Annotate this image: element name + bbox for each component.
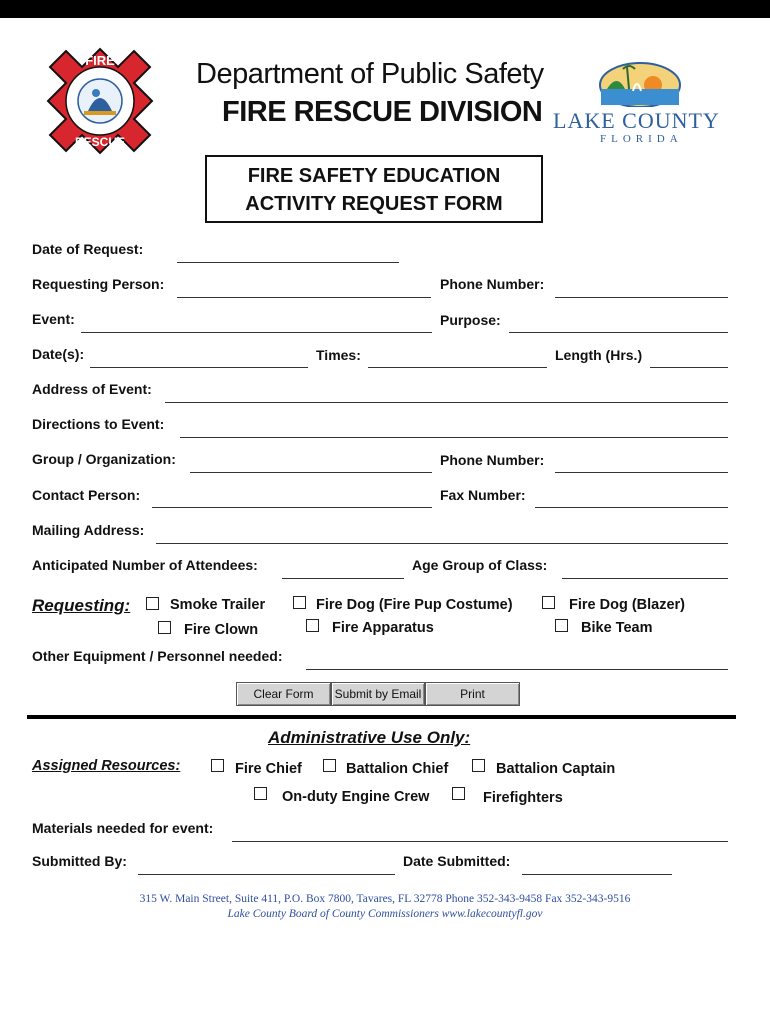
- checkbox-battalion-captain[interactable]: [472, 759, 485, 772]
- clear-form-button[interactable]: Clear Form: [236, 682, 331, 706]
- input-contact-person[interactable]: [152, 507, 432, 508]
- input-group[interactable]: [190, 472, 432, 473]
- checkbox-bike-team[interactable]: [555, 619, 568, 632]
- label-attendees: Anticipated Number of Attendees:: [32, 557, 258, 573]
- option-fire-apparatus: Fire Apparatus: [332, 620, 434, 636]
- footer-address: 315 W. Main Street, Suite 411, P.O. Box 7800, Tavares, FL 32778 Phone 352-343-9458 Fax 352-343-9516: [139, 893, 631, 905]
- label-fax-number: Fax Number:: [440, 487, 526, 503]
- input-other-equipment[interactable]: [306, 669, 728, 670]
- checkbox-fire-clown[interactable]: [158, 621, 171, 634]
- section-divider: [27, 715, 736, 719]
- input-directions[interactable]: [180, 437, 728, 438]
- label-directions: Directions to Event:: [32, 416, 165, 432]
- badge-bottom-text: RESCUE: [74, 135, 126, 149]
- submit-by-email-button[interactable]: Submit by Email: [331, 682, 425, 706]
- county-state: FLORIDA: [600, 133, 683, 145]
- top-black-bar: [0, 0, 770, 18]
- input-dates[interactable]: [90, 367, 308, 368]
- label-requesting-person: Requesting Person:: [32, 276, 165, 292]
- input-date-submitted[interactable]: [522, 874, 672, 875]
- input-attendees[interactable]: [282, 578, 404, 579]
- input-times[interactable]: [368, 367, 547, 368]
- option-bike-team: Bike Team: [581, 620, 653, 636]
- department-title: Department of Public Safety: [196, 58, 544, 90]
- form-title-line1: FIRE SAFETY EDUCATION: [247, 165, 501, 187]
- input-address[interactable]: [165, 402, 728, 403]
- input-event[interactable]: [81, 332, 432, 333]
- label-address: Address of Event:: [32, 381, 152, 397]
- lake-county-seal-logo: [597, 55, 683, 107]
- option-fire-dog-blazer: Fire Dog (Blazer): [569, 597, 686, 613]
- label-group: Group / Organization:: [32, 451, 176, 467]
- input-materials[interactable]: [232, 841, 728, 842]
- label-submitted-by: Submitted By:: [32, 853, 127, 869]
- option-fire-clown: Fire Clown: [184, 622, 259, 638]
- label-length: Length (Hrs.): [555, 347, 643, 363]
- division-title: FIRE RESCUE DIVISION: [222, 96, 543, 128]
- form-title-line2: ACTIVITY REQUEST FORM: [245, 193, 503, 215]
- input-requesting-person[interactable]: [177, 297, 431, 298]
- option-battalion-chief: Battalion Chief: [346, 761, 449, 777]
- option-smoke-trailer: Smoke Trailer: [170, 597, 266, 613]
- fire-rescue-badge-logo: [44, 45, 156, 157]
- label-other-equipment: Other Equipment / Personnel needed:: [32, 648, 283, 664]
- badge-top-text: FIRE: [85, 53, 115, 68]
- input-phone-number[interactable]: [555, 297, 728, 298]
- input-date-of-request[interactable]: [177, 262, 399, 263]
- checkbox-on-duty-engine-crew[interactable]: [254, 787, 267, 800]
- input-fax-number[interactable]: [535, 507, 728, 508]
- label-materials: Materials needed for event:: [32, 820, 214, 836]
- input-length[interactable]: [650, 367, 728, 368]
- label-event: Event:: [32, 311, 75, 327]
- input-submitted-by[interactable]: [138, 874, 395, 875]
- option-on-duty-engine-crew: On-duty Engine Crew: [282, 789, 430, 805]
- label-dates: Date(s):: [32, 346, 85, 362]
- input-phone-number-2[interactable]: [555, 472, 728, 473]
- checkbox-firefighters[interactable]: [452, 787, 465, 800]
- label-purpose: Purpose:: [440, 312, 501, 328]
- checkbox-fire-chief[interactable]: [211, 759, 224, 772]
- label-phone-number: Phone Number:: [440, 276, 545, 292]
- label-age-group: Age Group of Class:: [412, 557, 548, 573]
- option-fire-chief: Fire Chief: [235, 761, 302, 777]
- assigned-resources-heading: Assigned Resources:: [32, 758, 181, 774]
- option-firefighters: Firefighters: [483, 790, 563, 806]
- checkbox-fire-dog-costume[interactable]: [293, 596, 306, 609]
- input-purpose[interactable]: [509, 332, 728, 333]
- checkbox-battalion-chief[interactable]: [323, 759, 336, 772]
- form-title-box: [205, 155, 543, 223]
- label-date-submitted: Date Submitted:: [403, 853, 511, 869]
- label-mailing-address: Mailing Address:: [32, 522, 145, 538]
- label-phone-number-2: Phone Number:: [440, 452, 545, 468]
- checkbox-fire-dog-blazer[interactable]: [542, 596, 555, 609]
- admin-heading: Administrative Use Only:: [268, 728, 471, 747]
- footer-board: Lake County Board of County Commissioners www.lakecountyfl.gov: [227, 908, 543, 920]
- checkbox-smoke-trailer[interactable]: [146, 597, 159, 610]
- label-date-of-request: Date of Request:: [32, 241, 144, 257]
- county-name: LAKE COUNTY: [553, 108, 720, 133]
- option-fire-dog-costume: Fire Dog (Fire Pup Costume): [316, 597, 513, 613]
- input-mailing-address[interactable]: [156, 543, 728, 544]
- requesting-heading: Requesting:: [32, 596, 131, 615]
- label-contact-person: Contact Person:: [32, 487, 141, 503]
- checkbox-fire-apparatus[interactable]: [306, 619, 319, 632]
- option-battalion-captain: Battalion Captain: [496, 761, 616, 777]
- input-age-group[interactable]: [562, 578, 728, 579]
- print-button[interactable]: Print: [425, 682, 520, 706]
- label-times: Times:: [316, 347, 361, 363]
